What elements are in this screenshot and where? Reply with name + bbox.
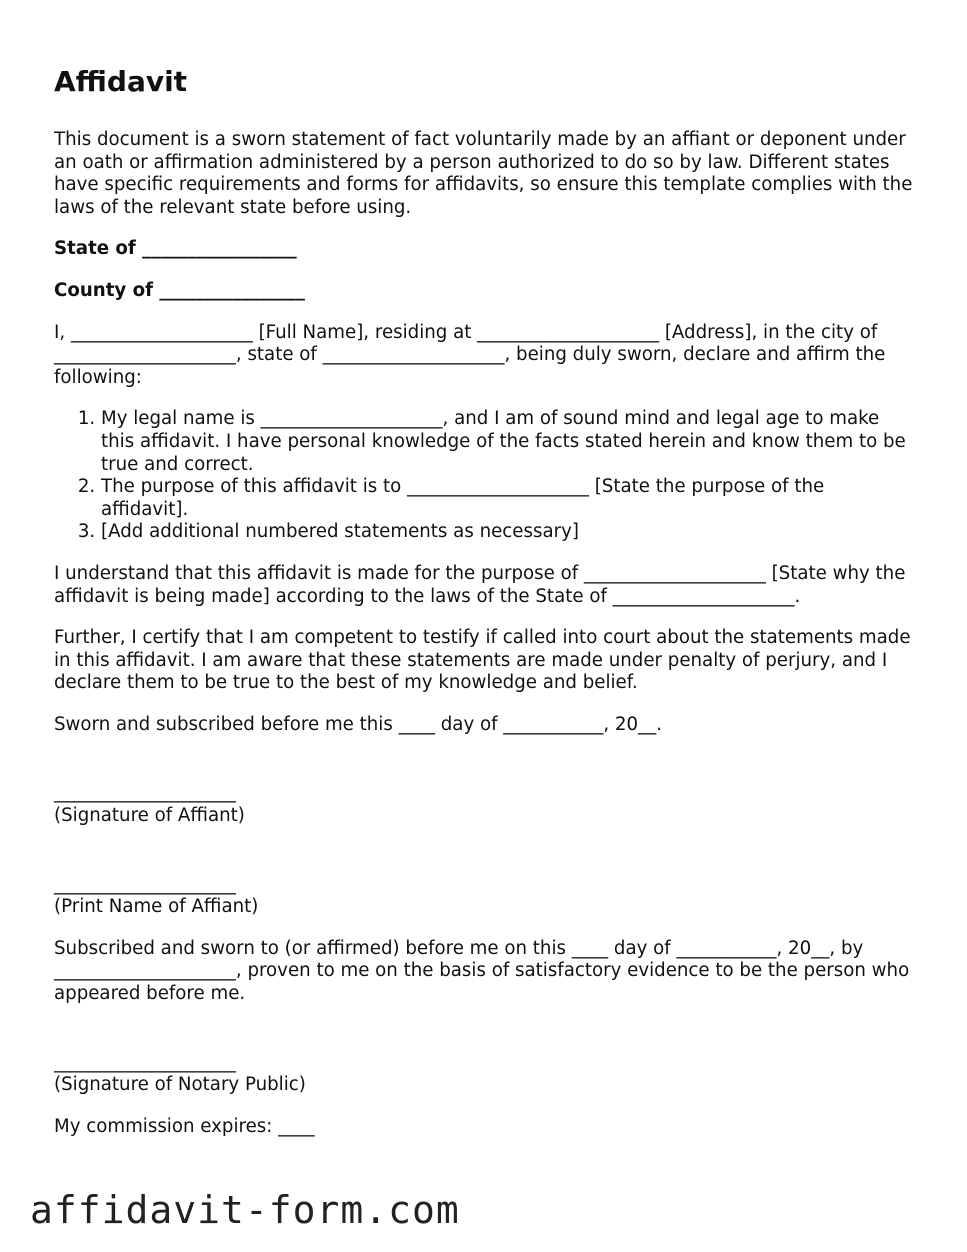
- print-name-block: [54, 874, 914, 919]
- commission-line: My commission expires: ____: [54, 1115, 315, 1137]
- print-name-blank: ____________________: [54, 873, 236, 895]
- intro-paragraph: This document is a sworn statement of fact voluntarily made by an affiant or deponent under an oath or affirmation administered by a person authorized to do so by law. Different states have specific requirements and forms for affidavits, so ensure this template complies with the laws of the relevant state before using.: [54, 129, 913, 218]
- state-line: State of _________________: [54, 238, 297, 260]
- affiant-signature-label: (Signature of Affiant): [54, 805, 245, 827]
- certification-paragraph: Further, I certify that I am competent to testify if called into court about the statements made in this affidavit. I am aware that these statements are made under penalty of perjury, and I declare them to be true to the best of my knowledge and belief.: [54, 627, 911, 694]
- footer-brand: affidavit-form.com: [30, 1188, 460, 1232]
- affiant-signature-blank: ____________________: [54, 782, 236, 804]
- statement-item: 1. My legal name is ____________________, and I am of sound mind and legal age to make this affidavit. I have personal knowledge of the facts stated herein and know them to be true and correct.: [101, 408, 914, 476]
- notary-signature-blank: ____________________: [54, 1051, 236, 1073]
- notary-signature-block: [54, 1052, 914, 1097]
- affidavit-document: [54, 62, 914, 1157]
- county-line: County of ________________: [54, 279, 305, 301]
- notary-statement: Subscribed and sworn to (or affirmed) before me on this ____ day of ___________, 20__, by ____________________, proven to me on the basis of satisfactory evidence to be the person who appeared before me.: [54, 937, 910, 1005]
- document-title: Affidavit: [54, 65, 188, 98]
- declaration-paragraph: I, ____________________ [Full Name], residing at ____________________ [Address], in the city of ____________________, state of ____________________, being duly sworn, declare and affirm the following:: [54, 321, 886, 388]
- understanding-paragraph: I understand that this affidavit is made for the purpose of ____________________ [State why the affidavit is being made] according to the laws of the State of ____________________.: [54, 562, 906, 607]
- sworn-line: Sworn and subscribed before me this ____ day of ___________, 20__.: [54, 713, 663, 735]
- print-name-label: (Print Name of Affiant): [54, 896, 259, 918]
- statement-item: 2. The purpose of this affidavit is to ____________________ [State the purpose of the affidavit].: [101, 476, 914, 521]
- notary-signature-label: (Signature of Notary Public): [54, 1074, 306, 1096]
- statements-list: [54, 408, 914, 544]
- statement-item: 3. [Add additional numbered statements as necessary]: [101, 521, 914, 544]
- affiant-signature-block: [54, 782, 914, 827]
